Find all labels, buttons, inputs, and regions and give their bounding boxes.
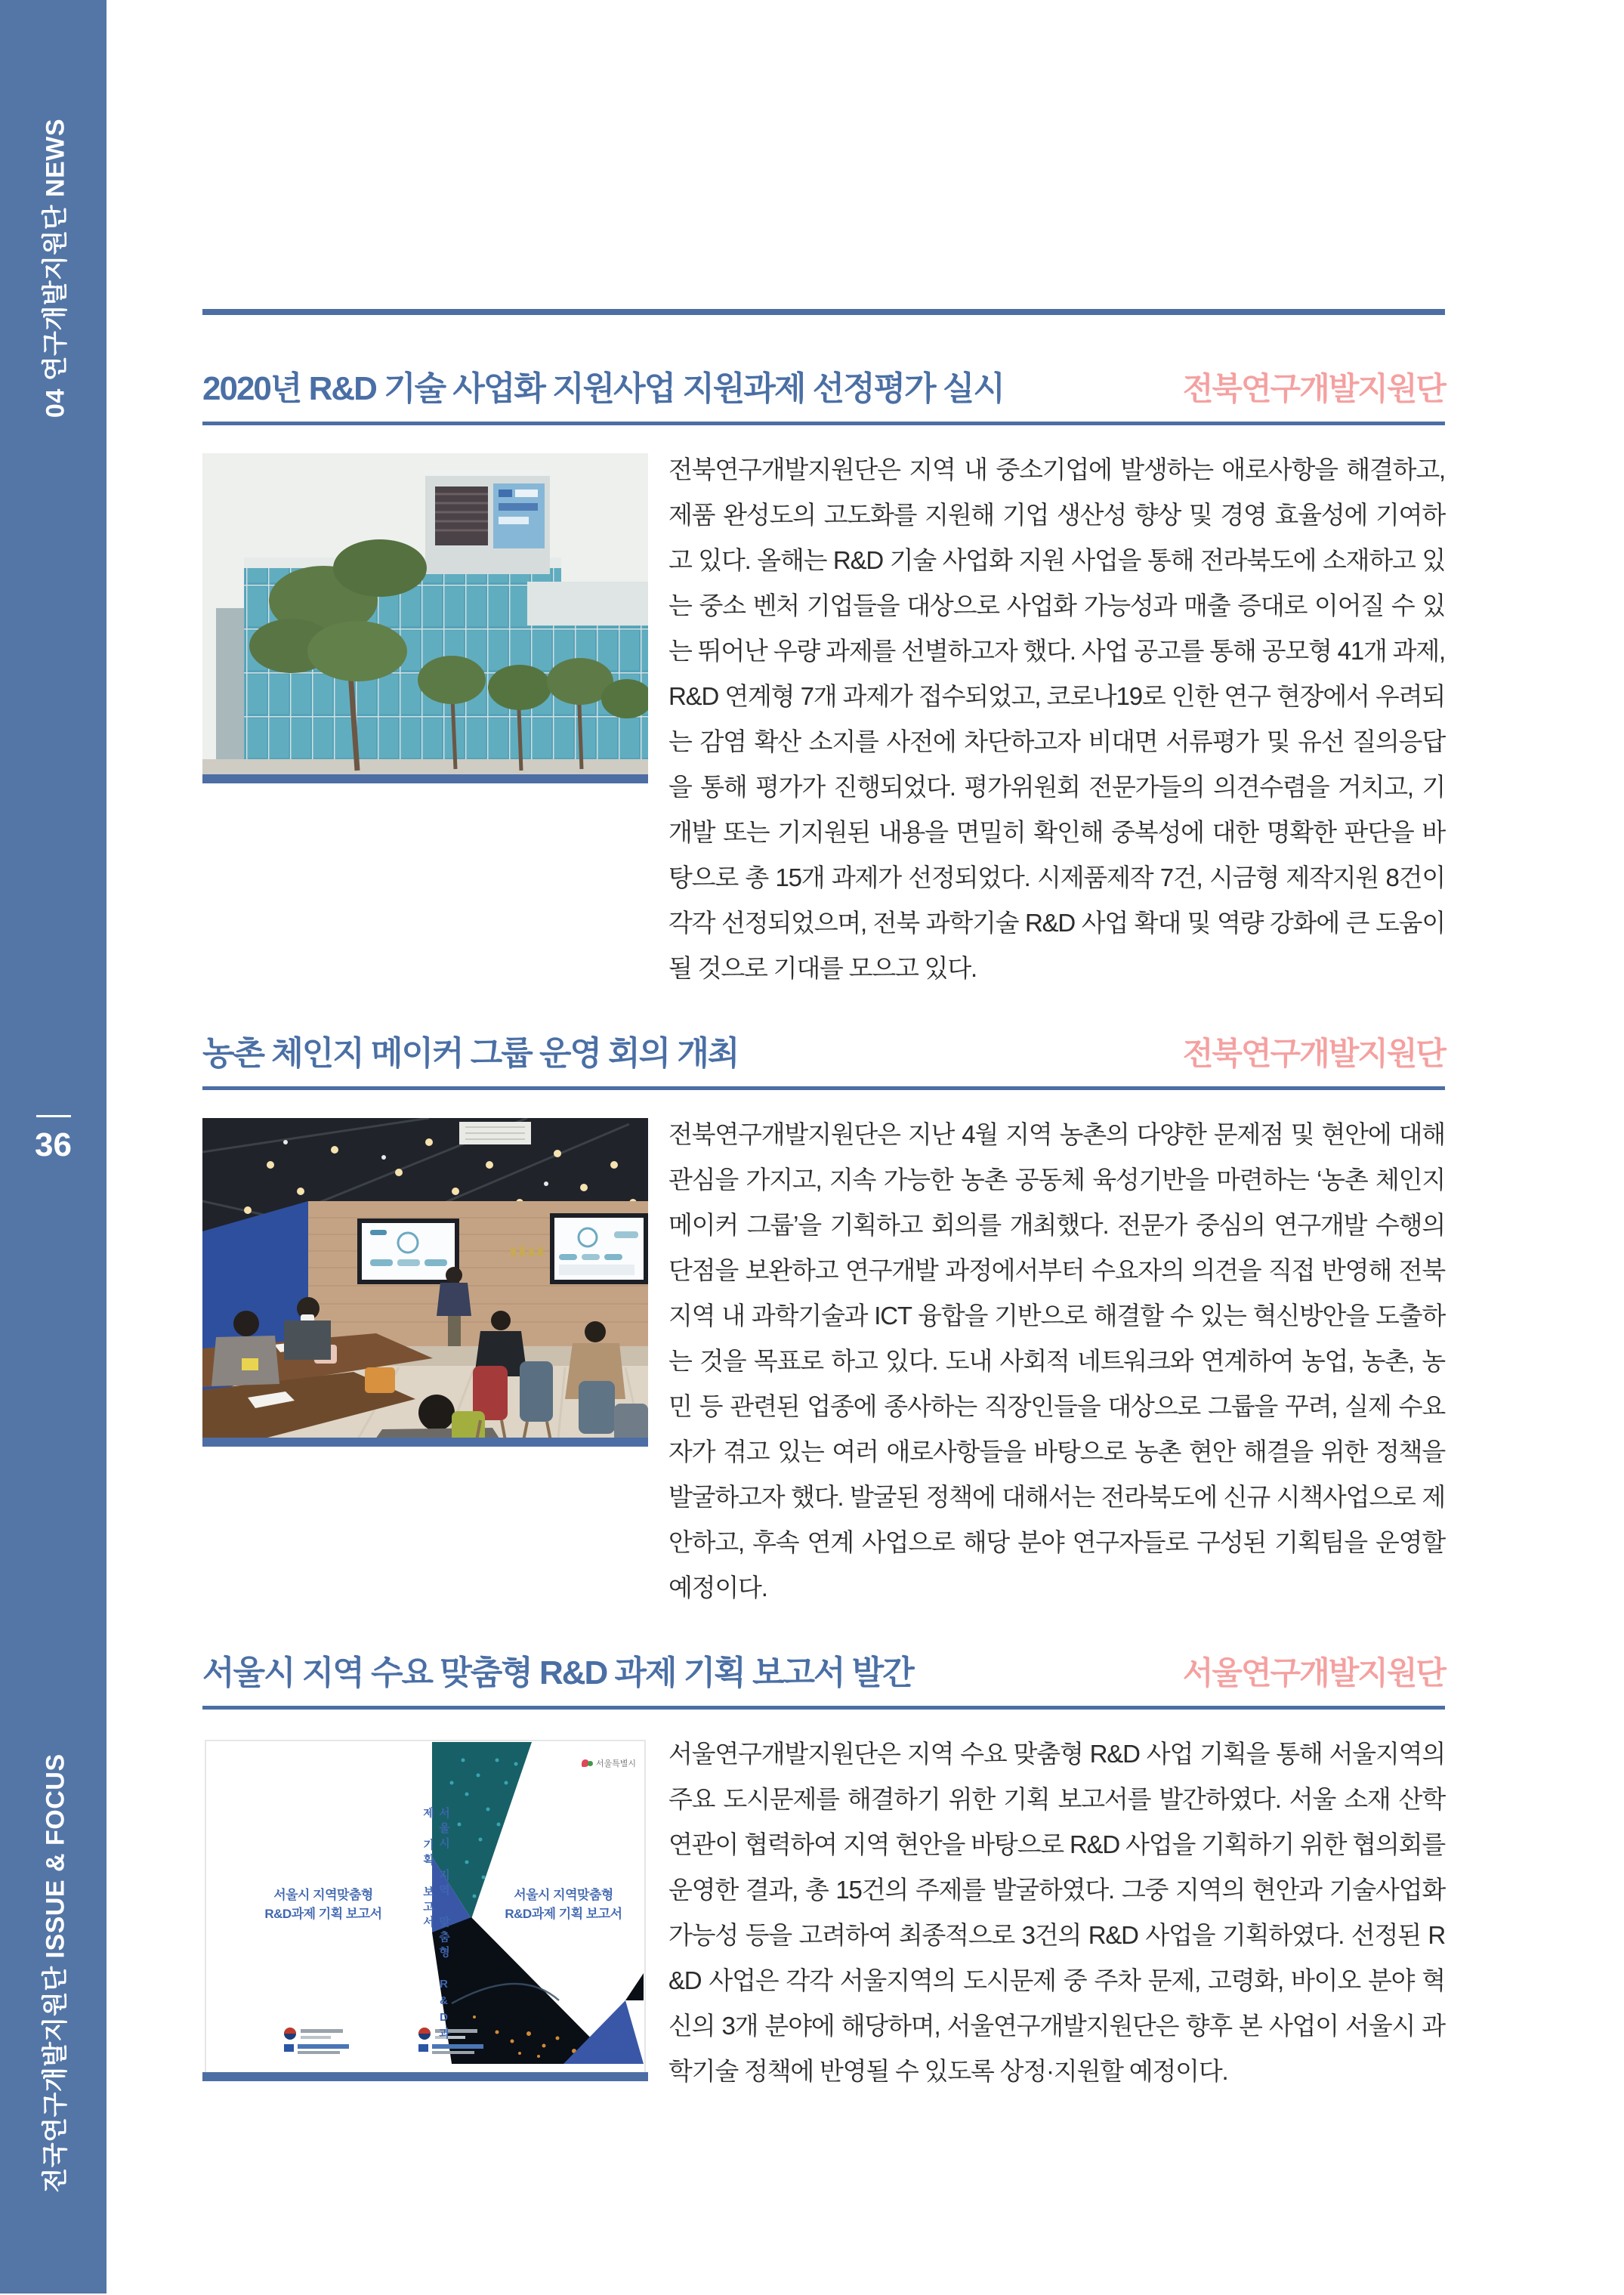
sidebar-section-label: 04 연구개발지원단 NEWS (41, 118, 70, 419)
seoul-city-logo (582, 1757, 636, 1769)
article-content (202, 453, 1445, 991)
article-org-badge: 전북연구개발지원단 (1182, 1036, 1445, 1071)
article-maker-group (202, 1033, 1445, 1611)
screen-left (357, 1219, 459, 1284)
article-title: 서울시 지역 수요 맞춤형 R&D 과제 기획 보고서 발간 (202, 1654, 913, 1691)
article-body: 전북연구개발지원단은 지역 내 중소기업에 발생하는 애로사항을 해결하고, 제품 완성도의 고도화를 지원해 기업 생산성 향상 및 경영 효율성에 기여하고 있다. 올해는 R&D 기술 사업화 지원 사업을 통해 전라북도에 소재하고 있는 중소 벤처 기업들을 대상으로 사업화 가능성과 매출 증대로 이어질 수 있는 뛰어난 우량 과제를 선별하고자 했다. 사업 공고를 통해 공모형 41개 과제, R&D 연계형 7개 과제가 접수되었고, 코로나19로 인한 연구 현장에서 우려되는 감염 확산 소지를 사전에 차단하고자 비대면 서류평가 및 유선 질의응답을 통해 평가가 진행되었다. 평가위원회 전문가들의 의견수렴을 거치고, 기개발 또는 기지원된 내용을 면밀히 확인해 중복성에 대한 명확한 판단을 바탕으로 총 15개 과제가 선정되었다. 시제품제작 7건, 시금형 제작지원 8건이 각각 선정되었으며, 전북 과학기술 R&D 사업 확대 및 역량 강화에 큰 도움이 될 것으로 기대를 모으고 있다. (668, 456, 1445, 982)
cover-title-left (229, 1886, 418, 1923)
cover-title-line1: 서울시 지역맞춤형 (514, 1888, 613, 1902)
page-number-block (0, 1115, 107, 1164)
article-content (202, 1737, 1445, 2094)
article-header (202, 368, 1445, 425)
article-title: 2020년 R&D 기술 사업화 지원사업 지원과제 선정평가 실시 (202, 370, 1004, 407)
article-org-badge: 서울연구개발지원단 (1182, 1655, 1445, 1691)
article-body: 전북연구개발지원단은 지난 4월 지역 농촌의 다양한 문제점 및 현안에 대해 관심을 가지고, 지속 가능한 농촌 공동체 육성기반을 마련하는 ‘농촌 체인지 메이커 그룹’을 기획하고 회의를 개최했다. 전문가 중심의 연구개발 수행의 단점을 보완하고 연구개발 과정에서부터 수요자의 의견을 직접 반영해 전북지역 내 과학기술과 ICT 융합을 기반으로 해결할 수 있는 혁신방안을 도출하는 것을 목표로 하고 있다. 도내 사회적 네트워크와 연계하여 농업, 농촌, 농민 등 관련된 업종에 종사하는 직장인들을 대상으로 그룹을 꾸려, 실제 수요자가 겪고 있는 여러 애로사항들을 바탕으로 농촌 현안 해결을 위한 정책을 발굴하고자 했다. 발굴된 정책에 대해서는 전라북도에 신규 시책사업으로 제안하고, 후속 연계 사업으로 해당 분야 연구자들로 구성된 기획팀을 운영할 예정이다. (668, 1120, 1445, 1602)
building-photo (202, 453, 648, 783)
article-seoul-report (202, 1652, 1445, 2094)
main-content (202, 0, 1445, 2094)
report-cover-photo (202, 1737, 648, 2081)
photo-bottom-bar (202, 774, 648, 783)
building-photo-illustration (202, 453, 648, 783)
article-content (202, 1118, 1445, 1611)
top-divider-rule (202, 309, 1445, 315)
sidebar-issue-label: 전국연구개발지원단 ISSUE & FOCUS (41, 1753, 70, 2193)
page-number-rule (36, 1115, 71, 1117)
seoul-city-label: 서울특별시 (595, 1759, 636, 1768)
article-body: 서울연구개발지원단은 지역 수요 맞춤형 R&D 사업 기획을 통해 서울지역의 주요 도시문제를 해결하기 위한 기획 보고서를 발간하였다. 서울 소재 산학연관이 협력하여 지역 현안을 바탕으로 R&D 사업을 기획하기 위한 협의회를 운영한 결과, 총 15건의 주제를 발굴하였다. 그중 지역의 현안과 기술사업화 가능성 등을 고려하여 최종적으로 3건의 R&D 사업을 기획하였다. 선정된 R&D 사업은 각각 서울지역의 도시문제 중 주차 문제, 고령화, 바이오 분야 혁신의 3개 분야에 해당하며, 서울연구개발지원단은 향후 본 사업이 서울시 과학기술 정책에 반영될 수 있도록 상정·지원할 예정이다. (668, 1740, 1445, 2085)
cover-title-right (483, 1886, 644, 1923)
article-title: 농촌 체인지 메이커 그룹 운영 회의 개최 (202, 1035, 739, 1072)
cover-spine-title: 서울시 지역 맞춤형 R&D과제 기획 보고서 (421, 1807, 450, 2043)
seoul-logo-icon-leaf (588, 1761, 593, 1766)
meeting-photo-illustration (202, 1118, 648, 1447)
page-number: 36 (35, 1126, 72, 1163)
cover-title-line2: R&D과제 기획 보고서 (264, 1907, 382, 1921)
left-sidebar (0, 0, 107, 2293)
article-org-badge: 전북연구개발지원단 (1182, 371, 1445, 406)
cover-title-line1: 서울시 지역맞춤형 (273, 1888, 373, 1902)
photo-bottom-bar (202, 2072, 648, 2081)
article-jbtp-selection (202, 368, 1445, 991)
photo-bottom-bar (202, 1438, 648, 1447)
screen-right (550, 1213, 648, 1284)
cover-title-line2: R&D과제 기획 보고서 (505, 1907, 622, 1921)
meeting-photo (202, 1118, 648, 1447)
article-header (202, 1033, 1445, 1090)
article-header (202, 1652, 1445, 1710)
